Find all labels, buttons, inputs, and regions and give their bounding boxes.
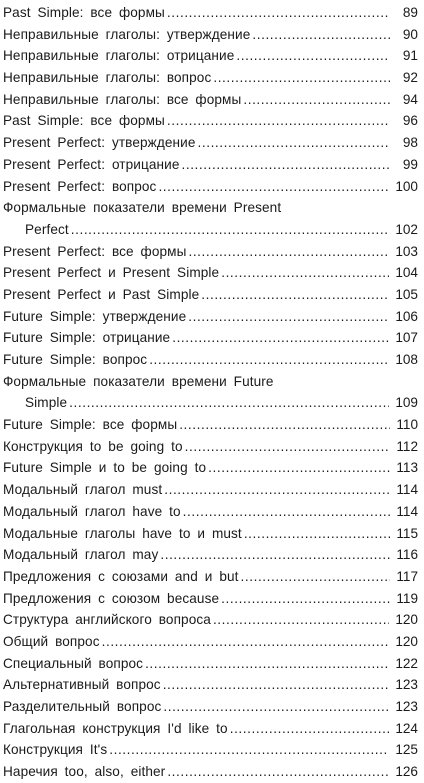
toc-entry-page: 90 xyxy=(402,26,418,42)
toc-entry-title: Глагольная конструкция I'd like to xyxy=(3,720,228,736)
toc-entry xyxy=(3,609,418,631)
toc-entry xyxy=(3,436,418,458)
toc-entry-title: Общий вопрос xyxy=(3,633,100,649)
toc-entry xyxy=(3,414,418,436)
toc-entry xyxy=(3,349,418,371)
toc-entry-page: 108 xyxy=(395,352,418,367)
toc-entry-title: Неправильные глаголы: утверждение xyxy=(3,26,251,42)
dot-leader xyxy=(230,718,390,740)
toc-entry xyxy=(3,284,418,306)
toc-entry xyxy=(3,67,418,89)
toc-entry-page: 102 xyxy=(395,221,418,237)
toc-entry-page: 113 xyxy=(396,460,418,476)
toc-entry-page: 124 xyxy=(395,720,418,736)
toc-entry xyxy=(3,327,418,349)
toc-entry-title-continued: Simple xyxy=(25,395,68,411)
toc-entry-title: Present Perfect: утверждение xyxy=(3,135,196,151)
dot-leader xyxy=(69,392,389,414)
dot-leader xyxy=(179,414,390,436)
dot-leader xyxy=(243,89,390,111)
toc-entry xyxy=(3,176,418,198)
toc-entry-page: 126 xyxy=(395,764,418,780)
dot-leader xyxy=(158,176,389,198)
dot-leader xyxy=(145,653,389,675)
toc-entry-page: 112 xyxy=(396,438,418,454)
toc-entry xyxy=(3,45,418,67)
toc-entry-page: 110 xyxy=(396,417,418,433)
toc-entry xyxy=(3,457,418,479)
dot-leader xyxy=(201,284,389,306)
toc-entry-line1 xyxy=(3,197,418,219)
dot-leader xyxy=(208,457,390,479)
dot-leader xyxy=(221,588,390,610)
toc-entry xyxy=(3,110,418,132)
toc-entry-title: Конструкция to be going to xyxy=(3,438,183,454)
dot-leader xyxy=(163,674,390,696)
dot-leader xyxy=(221,262,389,284)
toc-entry-page: 106 xyxy=(395,308,418,324)
toc-entry-title: Future Simple: вопрос xyxy=(3,352,148,367)
toc-entry-title: Модальный глагол must xyxy=(3,482,163,498)
toc-entry-title: Present Perfect: все формы xyxy=(3,243,187,259)
toc-entry xyxy=(3,2,418,24)
dot-leader xyxy=(252,24,390,46)
toc-entry-title: Past Simple: все формы xyxy=(3,5,165,20)
dot-leader xyxy=(167,110,390,132)
toc-entry xyxy=(3,306,418,328)
toc-entry-title: Past Simple: все формы xyxy=(3,113,165,129)
toc-entry-page: 94 xyxy=(402,91,418,107)
table-of-contents xyxy=(3,2,418,783)
dot-leader xyxy=(241,566,390,588)
toc-entry xyxy=(3,241,418,263)
dot-leader xyxy=(198,132,390,154)
toc-entry xyxy=(3,262,418,284)
toc-entry-page: 100 xyxy=(395,178,418,194)
toc-entry-page: 123 xyxy=(395,699,418,714)
toc-entry xyxy=(3,718,418,740)
toc-entry-title: Модальный глагол have to xyxy=(3,503,181,519)
toc-entry-page: 114 xyxy=(396,503,418,519)
toc-entry-title: Разделительный вопрос xyxy=(3,699,162,714)
toc-entry-title: Формальные показатели времени Present xyxy=(3,200,282,216)
dot-leader xyxy=(163,696,389,718)
toc-entry-title: Future Simple и to be going to xyxy=(3,460,207,476)
toc-entry-page: 91 xyxy=(402,48,418,64)
toc-entry xyxy=(3,479,418,501)
toc-entry xyxy=(3,653,418,675)
toc-entry-title: Предложения с союзами and и but xyxy=(3,568,239,584)
toc-entry-title: Формальные показатели времени Future xyxy=(3,373,274,389)
toc-entry xyxy=(3,154,418,176)
toc-entry-page: 119 xyxy=(396,590,418,606)
toc-entry xyxy=(3,523,418,545)
toc-entry-page: 105 xyxy=(395,286,418,302)
dot-leader xyxy=(185,436,390,458)
toc-entry xyxy=(3,24,418,46)
toc-entry xyxy=(3,566,418,588)
toc-entry-page: 115 xyxy=(396,525,418,541)
toc-entry-page: 122 xyxy=(395,655,418,671)
dot-leader xyxy=(167,2,390,24)
toc-entry-page: 117 xyxy=(396,568,418,584)
toc-entry-title: Present Perfect и Past Simple xyxy=(3,286,200,302)
toc-entry-page: 120 xyxy=(395,612,418,628)
dot-leader xyxy=(160,544,390,566)
toc-entry-title: Предложения с союзом because xyxy=(3,590,220,606)
toc-entry-title: Альтернативный вопрос xyxy=(3,677,161,693)
toc-entry-page: 109 xyxy=(395,395,418,411)
toc-entry-page: 96 xyxy=(402,113,418,129)
toc-entry-title-continued: Perfect xyxy=(25,221,69,237)
toc-entry-page: 120 xyxy=(395,633,418,649)
dot-leader xyxy=(71,219,390,241)
toc-entry xyxy=(3,761,418,783)
toc-entry-page: 125 xyxy=(395,742,418,758)
toc-entry xyxy=(3,696,418,718)
toc-entry-title: Модальные глаголы have to и must xyxy=(3,525,242,541)
toc-entry-title: Неправильные глаголы: отрицание xyxy=(3,48,235,64)
dot-leader xyxy=(109,739,389,761)
toc-entry-title: Present Perfect: вопрос xyxy=(3,178,157,194)
toc-entry-page: 107 xyxy=(395,330,418,346)
dot-leader xyxy=(102,631,390,653)
toc-entry-page: 103 xyxy=(395,243,418,259)
toc-entry-page: 123 xyxy=(395,677,418,693)
dot-leader xyxy=(172,327,389,349)
toc-entry-title: Future Simple: все формы xyxy=(3,417,178,433)
toc-entry xyxy=(3,588,418,610)
toc-entry-line2 xyxy=(3,219,418,241)
dot-leader xyxy=(182,154,391,176)
dot-leader xyxy=(244,523,390,545)
toc-entry xyxy=(3,739,418,761)
toc-entry-title: Present Perfect и Present Simple xyxy=(3,265,220,281)
toc-entry-line2 xyxy=(3,392,418,414)
toc-entry-page: 116 xyxy=(396,547,418,563)
dot-leader xyxy=(213,67,390,89)
toc-entry xyxy=(3,501,418,523)
toc-entry xyxy=(3,631,418,653)
toc-entry-page: 104 xyxy=(395,265,418,281)
toc-entry-title: Структура английского вопроса xyxy=(3,612,211,628)
toc-entry xyxy=(3,89,418,111)
dot-leader xyxy=(236,45,390,67)
toc-entry-title: Модальный глагол may xyxy=(3,547,159,563)
toc-entry-line1 xyxy=(3,371,418,393)
dot-leader xyxy=(164,479,390,501)
toc-entry-title: Future Simple: отрицание xyxy=(3,330,171,346)
toc-entry xyxy=(3,544,418,566)
toc-entry-title: Неправильные глаголы: все формы xyxy=(3,91,242,107)
toc-entry-page: 114 xyxy=(396,482,418,498)
dot-leader xyxy=(183,501,390,523)
toc-entry-page: 98 xyxy=(402,135,418,151)
toc-entry-title: Неправильные глаголы: вопрос xyxy=(3,70,212,86)
dot-leader xyxy=(149,349,389,371)
toc-entry-title: Конструкция It's xyxy=(3,742,108,758)
toc-entry-title: Специальный вопрос xyxy=(3,655,144,671)
toc-entry xyxy=(3,132,418,154)
dot-leader xyxy=(167,761,389,783)
dot-leader xyxy=(213,609,389,631)
dot-leader xyxy=(188,241,389,263)
dot-leader xyxy=(188,306,389,328)
toc-entry-page: 89 xyxy=(402,5,418,20)
toc-entry-title: Future Simple: утверждение xyxy=(3,308,187,324)
toc-entry-page: 92 xyxy=(402,70,418,86)
toc-entry xyxy=(3,674,418,696)
toc-entry-page: 99 xyxy=(402,156,418,172)
toc-entry-title: Present Perfect: отрицание xyxy=(3,156,180,172)
toc-entry-title: Наречия too, also, either xyxy=(3,764,166,780)
